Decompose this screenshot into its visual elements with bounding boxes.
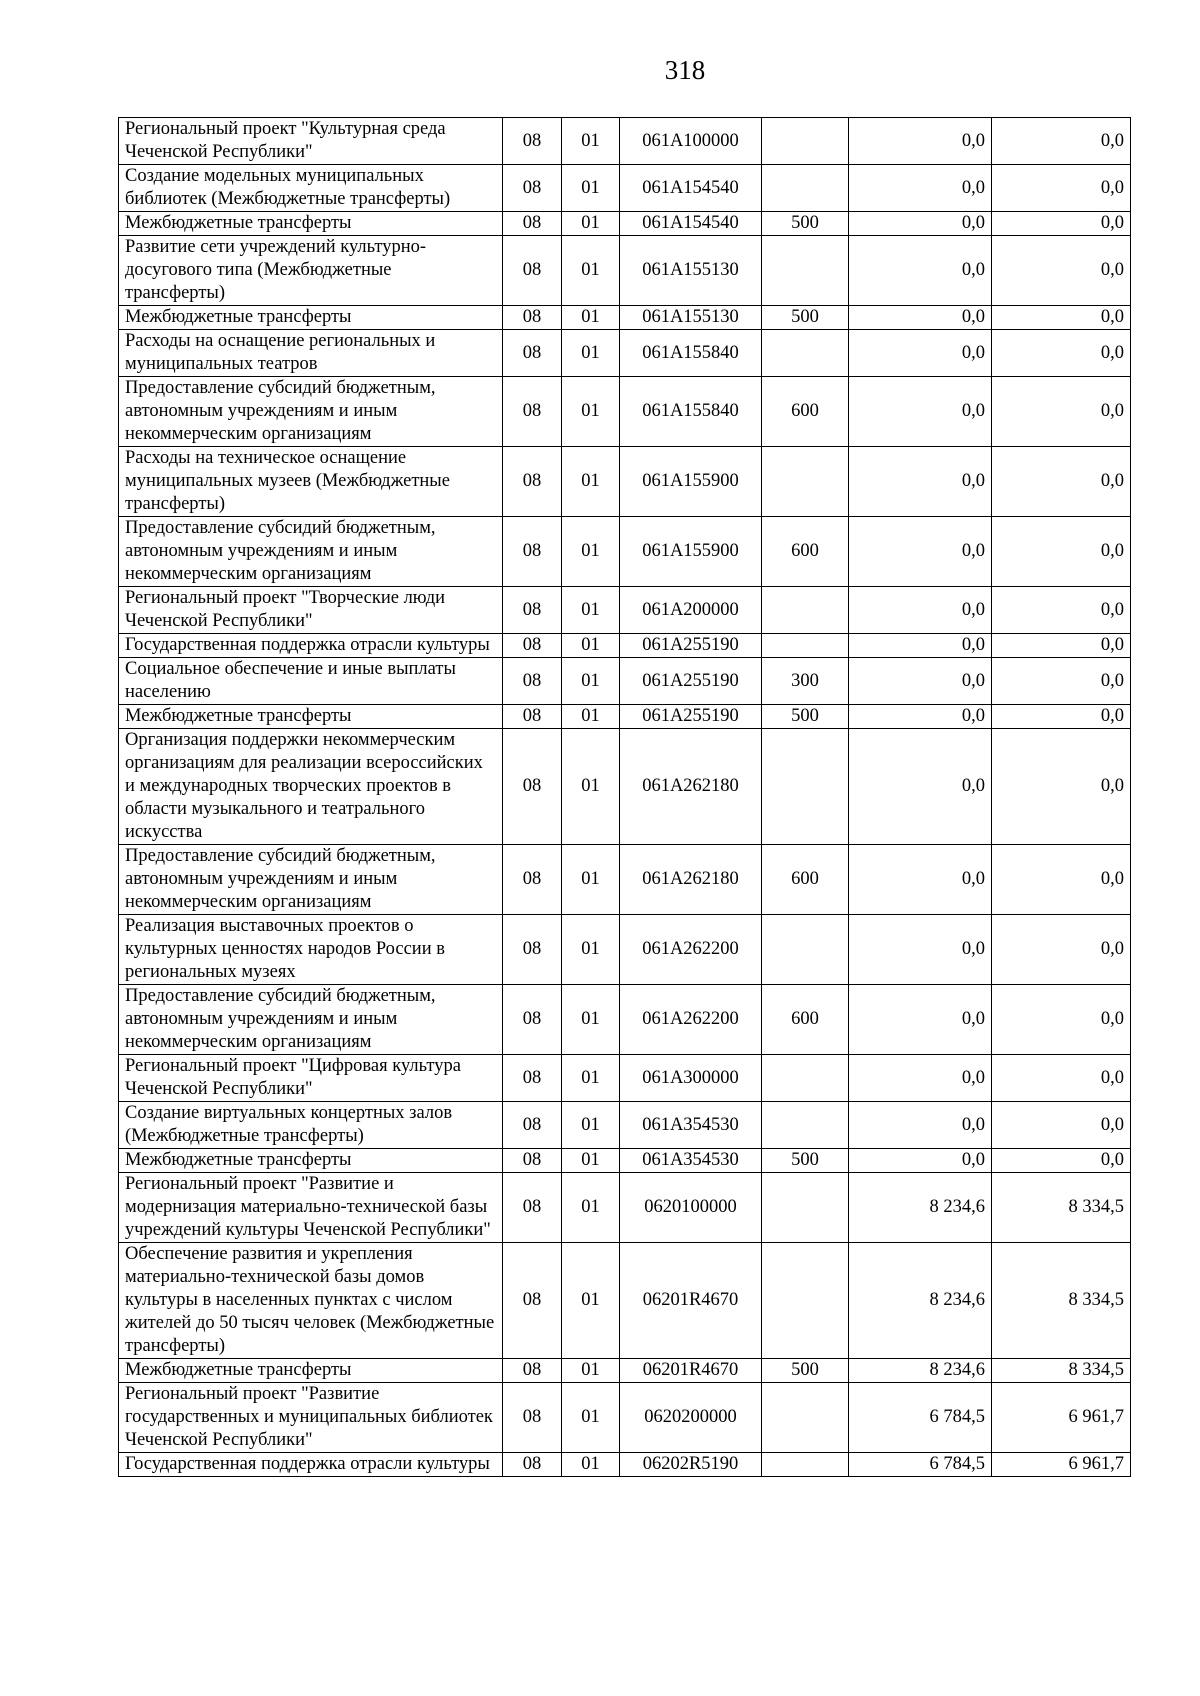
target-article: 061A262200 [620, 985, 762, 1055]
amount-year-1: 0,0 [849, 118, 992, 165]
table-row [119, 306, 1131, 330]
subsection-code: 01 [562, 705, 620, 729]
section-code: 08 [503, 1055, 562, 1102]
table-row [119, 447, 1131, 517]
target-article: 06202R5190 [620, 1453, 762, 1477]
table-row [119, 587, 1131, 634]
amount-year-1: 0,0 [849, 447, 992, 517]
amount-year-2: 0,0 [992, 377, 1131, 447]
row-name: Предоставление субсидий бюджетным, автономным учреждениям и иным некоммерческим организациям [119, 517, 503, 587]
amount-year-1: 0,0 [849, 330, 992, 377]
expense-type [762, 118, 849, 165]
amount-year-2: 8 334,5 [992, 1173, 1131, 1243]
amount-year-2: 0,0 [992, 447, 1131, 517]
section-code: 08 [503, 1149, 562, 1173]
expense-type [762, 165, 849, 212]
section-code: 08 [503, 1453, 562, 1477]
section-code: 08 [503, 658, 562, 705]
target-article: 061A262180 [620, 845, 762, 915]
expense-type [762, 587, 849, 634]
target-article: 061A155130 [620, 236, 762, 306]
row-name: Реализация выставочных проектов о культурных ценностях народов России в региональных музеях [119, 915, 503, 985]
section-code: 08 [503, 985, 562, 1055]
section-code: 08 [503, 705, 562, 729]
amount-year-1: 8 234,6 [849, 1173, 992, 1243]
table-row [119, 1383, 1131, 1453]
table-row [119, 1149, 1131, 1173]
table-row [119, 1102, 1131, 1149]
subsection-code: 01 [562, 658, 620, 705]
amount-year-1: 0,0 [849, 729, 992, 845]
target-article: 061A300000 [620, 1055, 762, 1102]
budget-table [118, 117, 1131, 1477]
section-code: 08 [503, 587, 562, 634]
table-row [119, 1055, 1131, 1102]
subsection-code: 01 [562, 447, 620, 517]
expense-type [762, 236, 849, 306]
subsection-code: 01 [562, 587, 620, 634]
amount-year-1: 0,0 [849, 985, 992, 1055]
table-row [119, 985, 1131, 1055]
row-name: Обеспечение развития и укрепления материально-технической базы домов культуры в населенных пунктах с числом жителей до 50 тысяч человек (Межбюджетные трансферты) [119, 1243, 503, 1359]
expense-type: 600 [762, 377, 849, 447]
section-code: 08 [503, 1173, 562, 1243]
row-name: Межбюджетные трансферты [119, 212, 503, 236]
amount-year-2: 0,0 [992, 658, 1131, 705]
table-row [119, 377, 1131, 447]
row-name: Межбюджетные трансферты [119, 705, 503, 729]
section-code: 08 [503, 447, 562, 517]
target-article: 061A262180 [620, 729, 762, 845]
amount-year-2: 0,0 [992, 330, 1131, 377]
amount-year-2: 0,0 [992, 1102, 1131, 1149]
subsection-code: 01 [562, 165, 620, 212]
row-name: Региональный проект "Развитие и модернизация материально-технической базы учреждений культуры Чеченской Республики" [119, 1173, 503, 1243]
row-name: Предоставление субсидий бюджетным, автономным учреждениям и иным некоммерческим организациям [119, 985, 503, 1055]
target-article: 06201R4670 [620, 1359, 762, 1383]
table-row [119, 212, 1131, 236]
target-article: 061A354530 [620, 1102, 762, 1149]
table-row [119, 658, 1131, 705]
amount-year-1: 0,0 [849, 845, 992, 915]
amount-year-1: 0,0 [849, 658, 992, 705]
section-code: 08 [503, 1243, 562, 1359]
amount-year-2: 8 334,5 [992, 1359, 1131, 1383]
table-row [119, 1359, 1131, 1383]
expense-type: 500 [762, 1359, 849, 1383]
row-name: Государственная поддержка отрасли культуры [119, 1453, 503, 1477]
amount-year-2: 6 961,7 [992, 1383, 1131, 1453]
expense-type [762, 1055, 849, 1102]
amount-year-1: 0,0 [849, 1149, 992, 1173]
target-article: 061A354530 [620, 1149, 762, 1173]
row-name: Межбюджетные трансферты [119, 1149, 503, 1173]
page-number: 318 [664, 55, 706, 85]
target-article: 061A155900 [620, 447, 762, 517]
subsection-code: 01 [562, 118, 620, 165]
section-code: 08 [503, 236, 562, 306]
section-code: 08 [503, 915, 562, 985]
amount-year-2: 0,0 [992, 517, 1131, 587]
section-code: 08 [503, 306, 562, 330]
amount-year-2: 0,0 [992, 915, 1131, 985]
table-row [119, 517, 1131, 587]
target-article: 061A262200 [620, 915, 762, 985]
expense-type [762, 634, 849, 658]
amount-year-2: 0,0 [992, 634, 1131, 658]
row-name: Региональный проект "Цифровая культура Чеченской Республики" [119, 1055, 503, 1102]
amount-year-2: 0,0 [992, 1055, 1131, 1102]
amount-year-2: 6 961,7 [992, 1453, 1131, 1477]
subsection-code: 01 [562, 634, 620, 658]
table-row [119, 236, 1131, 306]
expense-type [762, 915, 849, 985]
expense-type [762, 1243, 849, 1359]
section-code: 08 [503, 330, 562, 377]
subsection-code: 01 [562, 1243, 620, 1359]
subsection-code: 01 [562, 330, 620, 377]
section-code: 08 [503, 165, 562, 212]
subsection-code: 01 [562, 236, 620, 306]
row-name: Создание виртуальных концертных залов (Межбюджетные трансферты) [119, 1102, 503, 1149]
subsection-code: 01 [562, 1102, 620, 1149]
target-article: 061A200000 [620, 587, 762, 634]
row-name: Межбюджетные трансферты [119, 1359, 503, 1383]
subsection-code: 01 [562, 517, 620, 587]
target-article: 061A255190 [620, 634, 762, 658]
amount-year-1: 0,0 [849, 1055, 992, 1102]
expense-type: 500 [762, 306, 849, 330]
table-body [119, 118, 1131, 1477]
row-name: Социальное обеспечение и иные выплаты населению [119, 658, 503, 705]
table-row [119, 915, 1131, 985]
expense-type: 500 [762, 705, 849, 729]
section-code: 08 [503, 377, 562, 447]
subsection-code: 01 [562, 1149, 620, 1173]
amount-year-2: 0,0 [992, 729, 1131, 845]
row-name: Региональный проект "Развитие государственных и муниципальных библиотек Чеченской Республики" [119, 1383, 503, 1453]
row-name: Организация поддержки некоммерческим организациям для реализации всероссийских и международных творческих проектов в области музыкального и театрального искусства [119, 729, 503, 845]
table-row [119, 1173, 1131, 1243]
row-name: Предоставление субсидий бюджетным, автономным учреждениям и иным некоммерческим организациям [119, 377, 503, 447]
section-code: 08 [503, 1102, 562, 1149]
amount-year-1: 0,0 [849, 165, 992, 212]
target-article: 061A255190 [620, 658, 762, 705]
amount-year-1: 0,0 [849, 705, 992, 729]
subsection-code: 01 [562, 1359, 620, 1383]
row-name: Предоставление субсидий бюджетным, автономным учреждениям и иным некоммерческим организациям [119, 845, 503, 915]
row-name: Расходы на оснащение региональных и муниципальных театров [119, 330, 503, 377]
section-code: 08 [503, 1359, 562, 1383]
amount-year-1: 0,0 [849, 377, 992, 447]
row-name: Создание модельных муниципальных библиотек (Межбюджетные трансферты) [119, 165, 503, 212]
amount-year-2: 0,0 [992, 985, 1131, 1055]
expense-type [762, 330, 849, 377]
amount-year-1: 0,0 [849, 306, 992, 330]
table-row [119, 1453, 1131, 1477]
amount-year-1: 6 784,5 [849, 1453, 992, 1477]
expense-type [762, 1173, 849, 1243]
amount-year-2: 0,0 [992, 845, 1131, 915]
row-name: Государственная поддержка отрасли культуры [119, 634, 503, 658]
table-row [119, 118, 1131, 165]
table-row [119, 845, 1131, 915]
amount-year-1: 0,0 [849, 1102, 992, 1149]
subsection-code: 01 [562, 1173, 620, 1243]
expense-type: 500 [762, 1149, 849, 1173]
table-row [119, 1243, 1131, 1359]
target-article: 061A255190 [620, 705, 762, 729]
row-name: Расходы на техническое оснащение муниципальных музеев (Межбюджетные трансферты) [119, 447, 503, 517]
table-row [119, 165, 1131, 212]
amount-year-2: 0,0 [992, 705, 1131, 729]
subsection-code: 01 [562, 845, 620, 915]
subsection-code: 01 [562, 306, 620, 330]
expense-type [762, 1453, 849, 1477]
target-article: 061A154540 [620, 165, 762, 212]
subsection-code: 01 [562, 1055, 620, 1102]
section-code: 08 [503, 634, 562, 658]
subsection-code: 01 [562, 377, 620, 447]
amount-year-2: 0,0 [992, 236, 1131, 306]
section-code: 08 [503, 118, 562, 165]
target-article: 061A155130 [620, 306, 762, 330]
row-name: Региональный проект "Культурная среда Чеченской Республики" [119, 118, 503, 165]
table-row [119, 330, 1131, 377]
amount-year-1: 8 234,6 [849, 1243, 992, 1359]
expense-type [762, 447, 849, 517]
target-article: 0620100000 [620, 1173, 762, 1243]
section-code: 08 [503, 729, 562, 845]
table-row [119, 634, 1131, 658]
expense-type [762, 1102, 849, 1149]
expense-type [762, 1383, 849, 1453]
expense-type [762, 729, 849, 845]
target-article: 0620200000 [620, 1383, 762, 1453]
target-article: 061A154540 [620, 212, 762, 236]
amount-year-1: 0,0 [849, 212, 992, 236]
row-name: Межбюджетные трансферты [119, 306, 503, 330]
row-name: Развитие сети учреждений культурно-досугового типа (Межбюджетные трансферты) [119, 236, 503, 306]
amount-year-1: 0,0 [849, 236, 992, 306]
amount-year-2: 0,0 [992, 212, 1131, 236]
target-article: 061A100000 [620, 118, 762, 165]
subsection-code: 01 [562, 915, 620, 985]
amount-year-1: 0,0 [849, 915, 992, 985]
amount-year-2: 8 334,5 [992, 1243, 1131, 1359]
subsection-code: 01 [562, 985, 620, 1055]
subsection-code: 01 [562, 1453, 620, 1477]
amount-year-2: 0,0 [992, 587, 1131, 634]
section-code: 08 [503, 845, 562, 915]
row-name: Региональный проект "Творческие люди Чеченской Республики" [119, 587, 503, 634]
subsection-code: 01 [562, 729, 620, 845]
table-row [119, 729, 1131, 845]
amount-year-1: 0,0 [849, 634, 992, 658]
expense-type: 600 [762, 517, 849, 587]
amount-year-1: 0,0 [849, 517, 992, 587]
expense-type: 600 [762, 985, 849, 1055]
amount-year-2: 0,0 [992, 118, 1131, 165]
subsection-code: 01 [562, 212, 620, 236]
target-article: 06201R4670 [620, 1243, 762, 1359]
expense-type: 300 [762, 658, 849, 705]
section-code: 08 [503, 517, 562, 587]
section-code: 08 [503, 212, 562, 236]
section-code: 08 [503, 1383, 562, 1453]
target-article: 061A155840 [620, 330, 762, 377]
amount-year-1: 6 784,5 [849, 1383, 992, 1453]
amount-year-2: 0,0 [992, 1149, 1131, 1173]
amount-year-2: 0,0 [992, 165, 1131, 212]
amount-year-1: 0,0 [849, 587, 992, 634]
amount-year-2: 0,0 [992, 306, 1131, 330]
expense-type: 600 [762, 845, 849, 915]
target-article: 061A155900 [620, 517, 762, 587]
subsection-code: 01 [562, 1383, 620, 1453]
target-article: 061A155840 [620, 377, 762, 447]
table-row [119, 705, 1131, 729]
amount-year-1: 8 234,6 [849, 1359, 992, 1383]
expense-type: 500 [762, 212, 849, 236]
